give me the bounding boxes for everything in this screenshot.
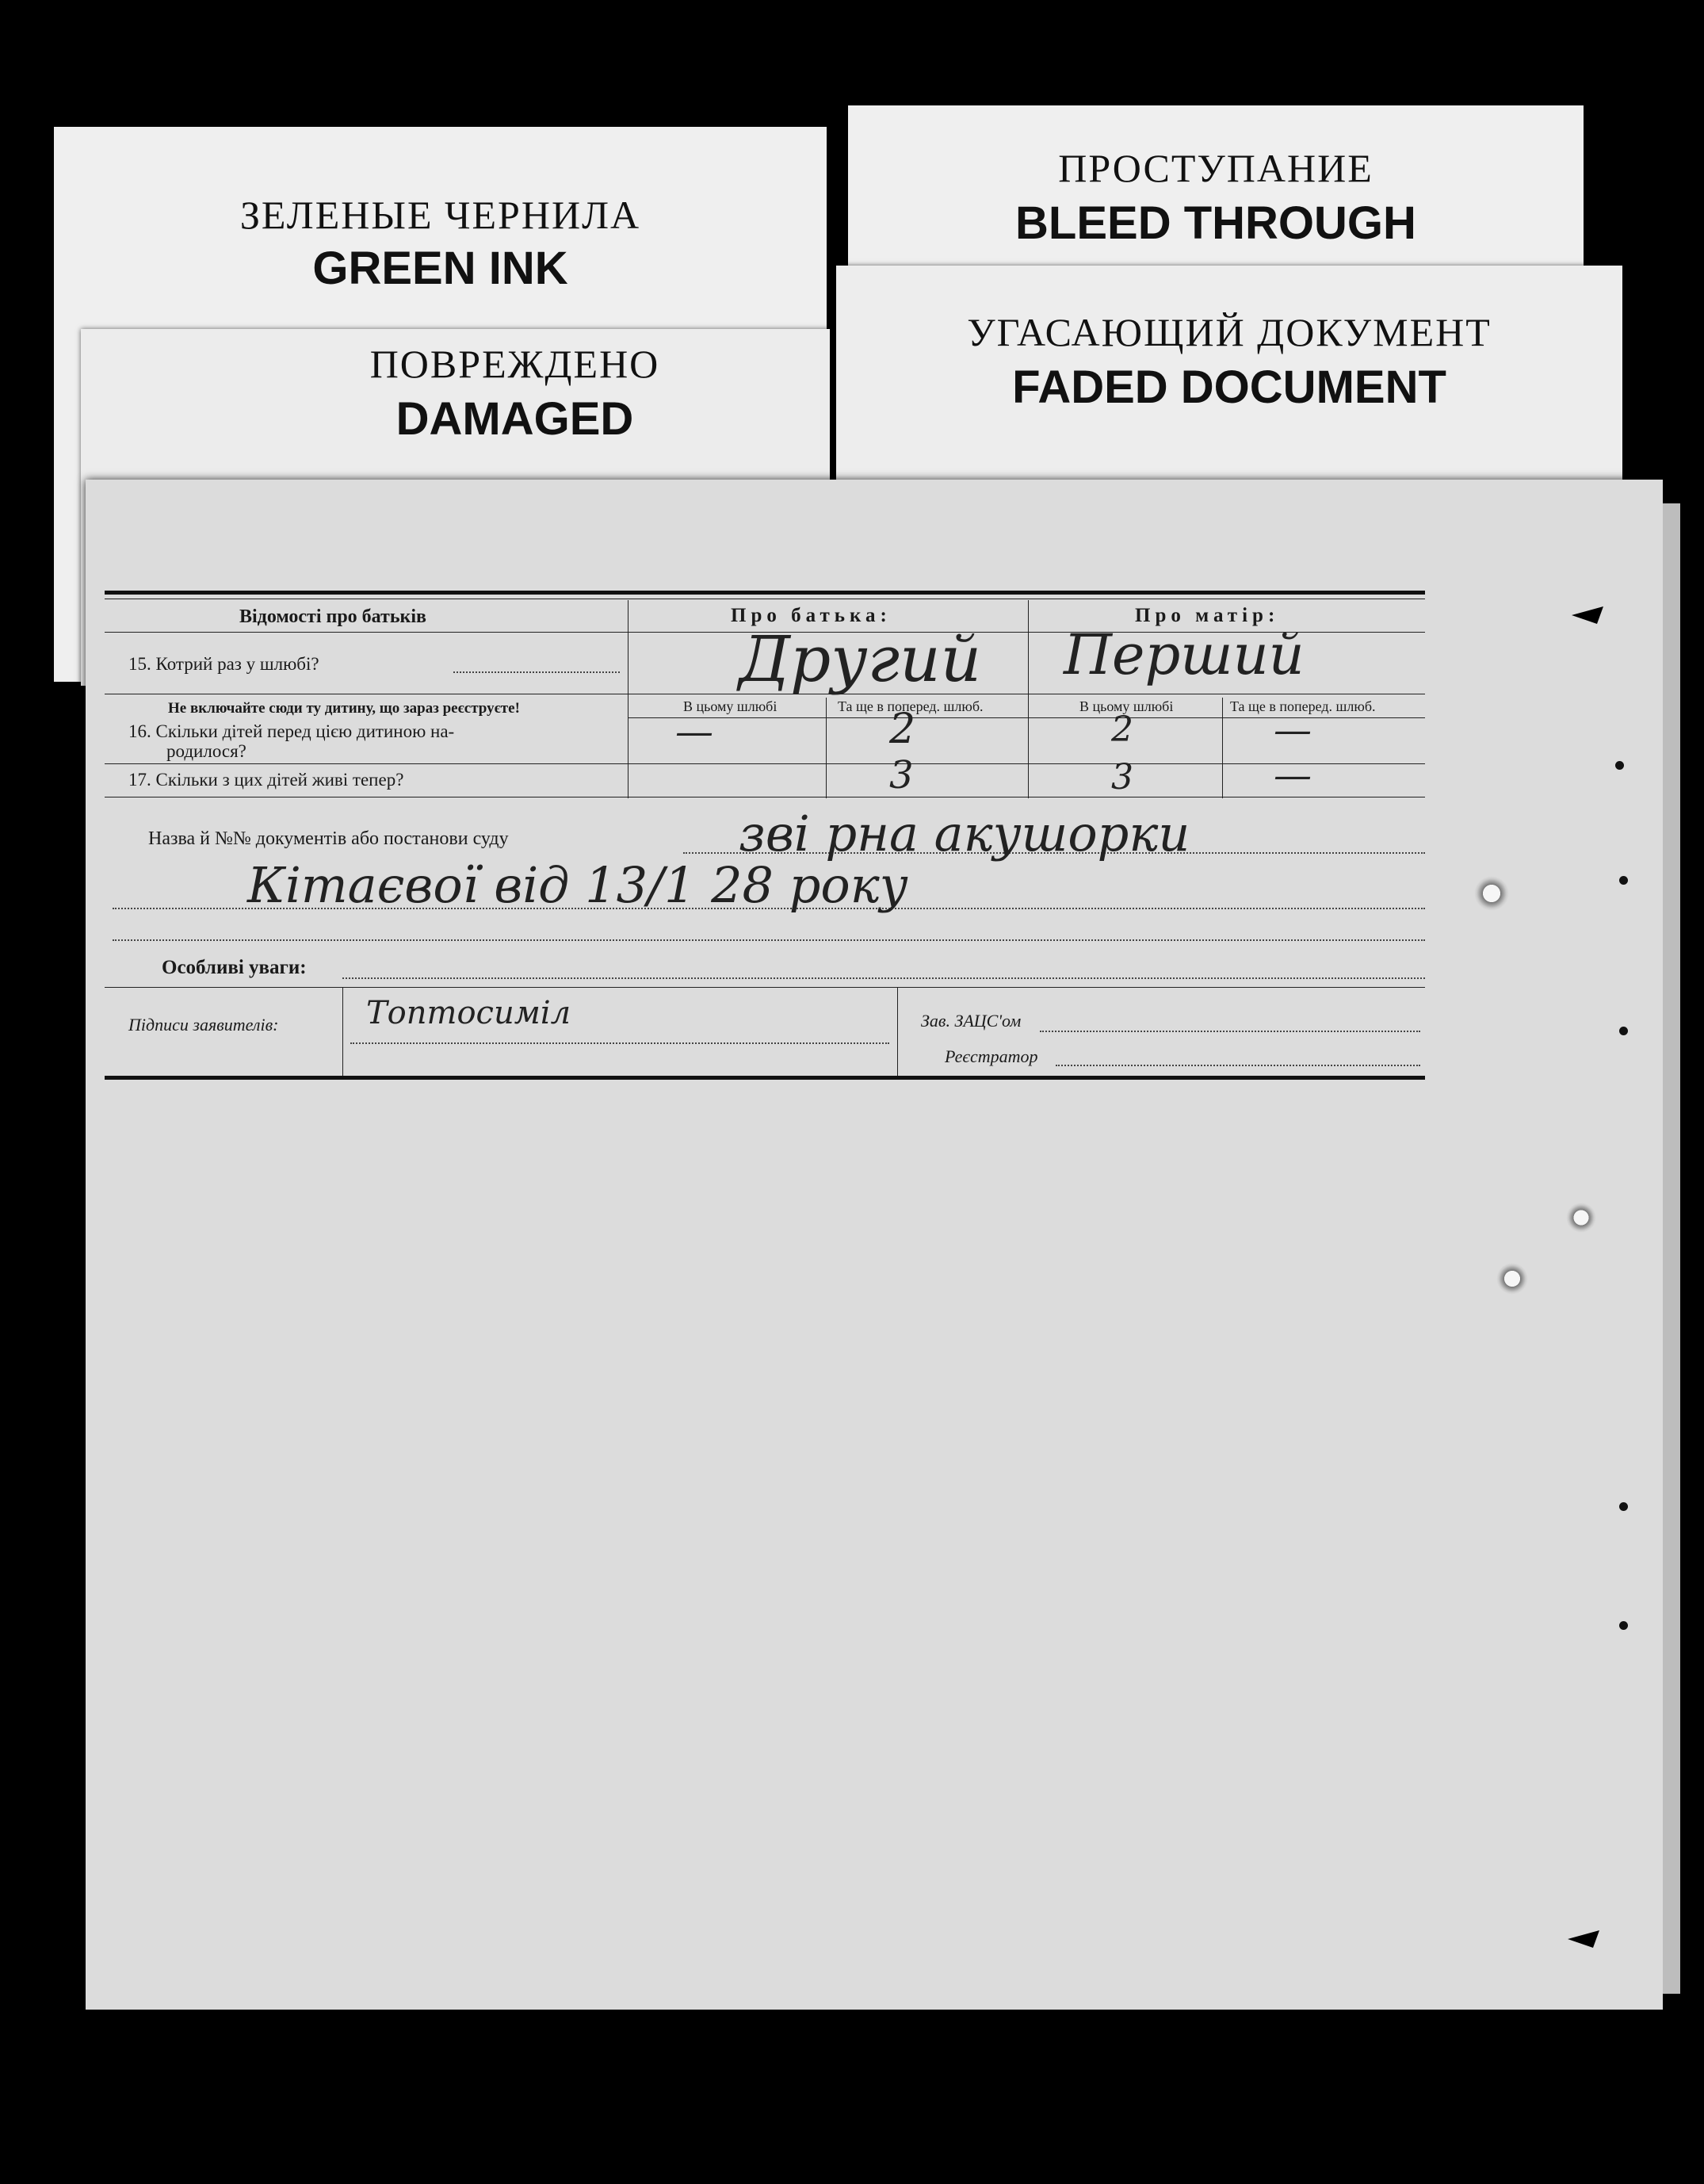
q16-father-prev: 2 — [889, 706, 916, 753]
header-father: Про батька: — [731, 605, 892, 626]
father-this-marriage-header: В цьому шлюбі — [683, 698, 777, 714]
q17-label: 17. Скільки з цих дітей живі тепер? — [128, 770, 404, 790]
q16-father-this: — — [675, 710, 713, 754]
record-page — [86, 480, 1663, 2010]
q17-father-prev: 3 — [889, 753, 914, 797]
documents-label: Назва й №№ документів або постанови суду — [148, 828, 509, 849]
q15-father-value: Другий — [739, 622, 982, 696]
q15-label: 15. Котрий раз у шлюбі? — [128, 654, 319, 674]
q17-mother-this: 3 — [1111, 757, 1133, 797]
punch-hole — [1474, 876, 1509, 911]
pin-mark — [1619, 1502, 1628, 1511]
damaged-en: DAMAGED — [395, 393, 634, 445]
faded-document-ru: УГАСАЮЩИЙ ДОКУМЕНТ — [967, 310, 1492, 354]
q17-mother-prev: — — [1274, 753, 1312, 797]
pin-mark — [1619, 1621, 1628, 1630]
head-label: Зав. ЗАЦС'ом — [921, 1011, 1022, 1031]
header-mother: Про матір: — [1135, 605, 1280, 626]
edge-tear — [1568, 1930, 1599, 1948]
punch-hole — [1496, 1263, 1528, 1295]
pin-mark — [1619, 876, 1628, 885]
green-ink-ru: ЗЕЛЕНЫЕ ЧЕРНИЛА — [239, 193, 641, 237]
registrar-label: Реєстратор — [945, 1046, 1038, 1066]
bleed-through-ru: ПРОСТУПАНИЕ — [1058, 146, 1374, 190]
q16-mother-prev: — — [1274, 708, 1312, 752]
edge-tear — [1572, 606, 1603, 624]
green-ink-en: GREEN INK — [312, 243, 568, 294]
applicant-signature: Топтосиміл — [366, 995, 571, 1031]
pin-mark — [1619, 1027, 1628, 1035]
exclusion-note: Не включайте сюди ту дитину, що зараз реєструєте! — [168, 700, 520, 717]
q16-mother-this: 2 — [1111, 710, 1133, 750]
header-parents-info: Відомості про батьків — [239, 606, 426, 627]
q16-label-line2: родилося? — [166, 741, 246, 761]
documents-value-line1: зві рна акушорки — [739, 805, 1190, 863]
mother-prev-marriage-header: Та ще в поперед. шлюб. — [1230, 698, 1376, 714]
punch-hole — [1566, 1203, 1596, 1233]
documents-value-line2: Кітаєвої від 13/1 28 року — [247, 856, 908, 914]
father-prev-marriage-header: Та ще в поперед. шлюб. — [838, 698, 984, 714]
bleed-through-en: BLEED THROUGH — [1015, 197, 1416, 249]
damaged-ru: ПОВРЕЖДЕНО — [369, 342, 660, 386]
faded-document-en: FADED DOCUMENT — [1012, 361, 1446, 413]
pin-mark — [1615, 761, 1624, 770]
special-notes-label: Особливі уваги: — [162, 957, 307, 978]
q16-label-line1: 16. Скільки дітей перед цією дитиною на- — [128, 721, 455, 741]
mother-this-marriage-header: В цьому шлюбі — [1079, 698, 1174, 714]
applicant-signature-label: Підписи заявителів: — [128, 1015, 279, 1035]
q15-mother-value: Перший — [1064, 622, 1305, 687]
